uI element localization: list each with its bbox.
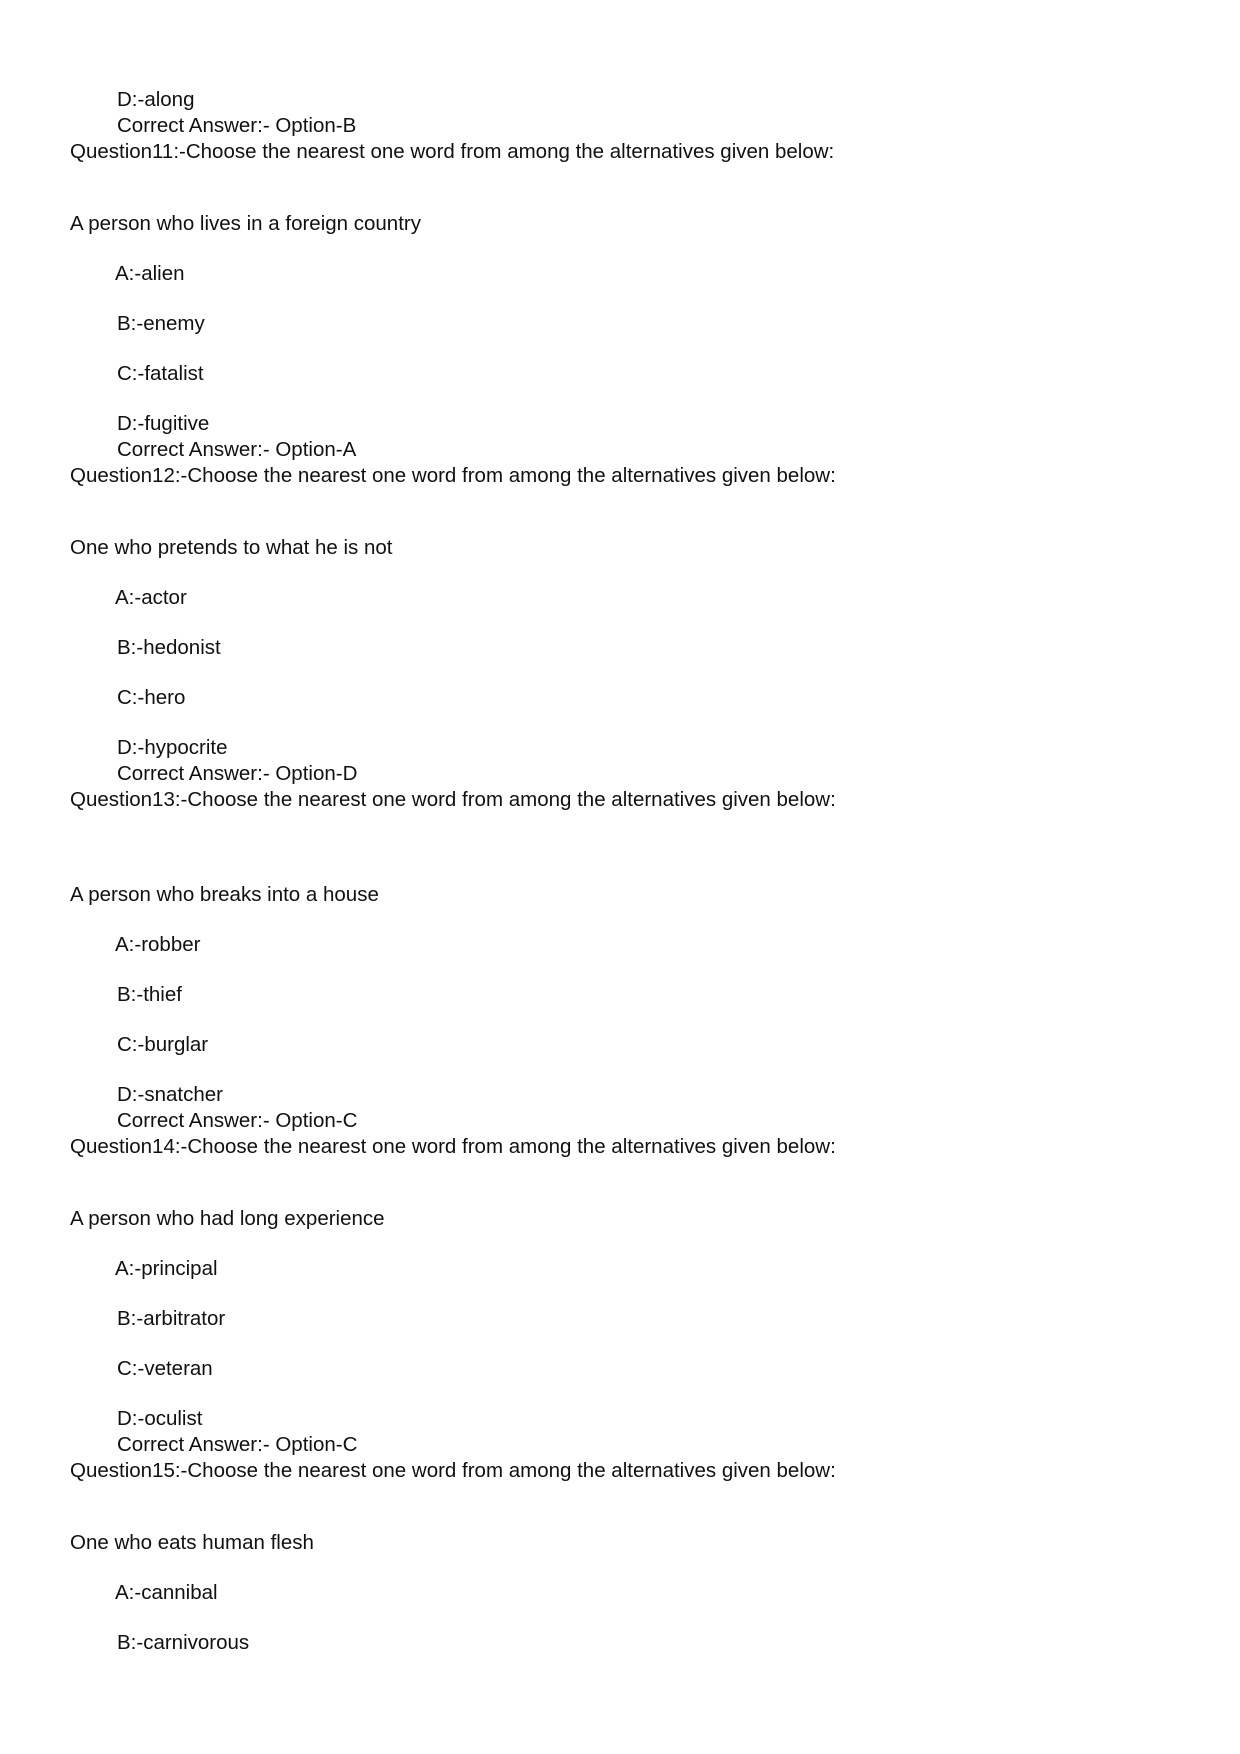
- option-c: C:-fatalist: [117, 362, 204, 385]
- option-d: D:-fugitive: [117, 412, 210, 435]
- correct-answer: Correct Answer:- Option-A: [117, 438, 357, 461]
- option-c: C:-veteran: [117, 1357, 213, 1380]
- question-stem: One who pretends to what he is not: [70, 536, 393, 559]
- question-heading: Question12:-Choose the nearest one word from among the alternatives given below:: [70, 464, 836, 487]
- option-d: D:-hypocrite: [117, 736, 228, 759]
- option-a: A:-principal: [115, 1257, 218, 1280]
- question-heading: Question14:-Choose the nearest one word from among the alternatives given below:: [70, 1135, 836, 1158]
- question-heading: Question13:-Choose the nearest one word from among the alternatives given below:: [70, 788, 836, 811]
- correct-answer: Correct Answer:- Option-C: [117, 1109, 358, 1132]
- question-stem: A person who lives in a foreign country: [70, 212, 421, 235]
- question-heading: Question15:-Choose the nearest one word from among the alternatives given below:: [70, 1459, 836, 1482]
- correct-answer: Correct Answer:- Option-C: [117, 1433, 358, 1456]
- option-a: A:-robber: [115, 933, 201, 956]
- option-a: A:-actor: [115, 586, 187, 609]
- option-b: B:-thief: [117, 983, 182, 1006]
- option-c: C:-burglar: [117, 1033, 209, 1056]
- option-b: B:-carnivorous: [117, 1631, 250, 1654]
- option-d: D:-snatcher: [117, 1083, 223, 1106]
- option-b: B:-arbitrator: [117, 1307, 226, 1330]
- correct-answer: Correct Answer:- Option-B: [117, 114, 357, 137]
- option-d: D:-oculist: [117, 1407, 203, 1430]
- option-a: A:-cannibal: [115, 1581, 218, 1604]
- question-stem: A person who breaks into a house: [70, 883, 379, 906]
- option-b: B:-enemy: [117, 312, 205, 335]
- correct-answer: Correct Answer:- Option-D: [117, 762, 358, 785]
- option-d: D:-along: [117, 88, 195, 111]
- option-a: A:-alien: [115, 262, 185, 285]
- question-stem: A person who had long experience: [70, 1207, 385, 1230]
- option-c: C:-hero: [117, 686, 186, 709]
- question-stem: One who eats human flesh: [70, 1531, 314, 1554]
- option-b: B:-hedonist: [117, 636, 221, 659]
- question-heading: Question11:-Choose the nearest one word from among the alternatives given below:: [70, 140, 835, 163]
